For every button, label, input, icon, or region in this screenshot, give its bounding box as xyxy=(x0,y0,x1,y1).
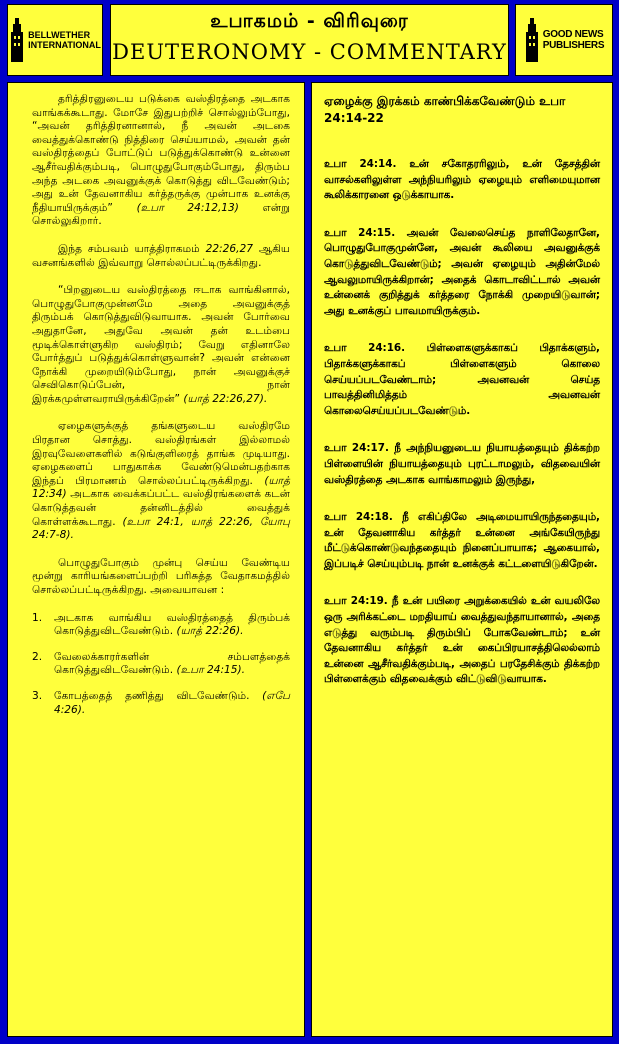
logo-left-line2: INTERNATIONAL xyxy=(28,40,101,50)
paragraph-3-quote xyxy=(32,284,290,406)
list-text: கோபத்தைத் தணித்து விடவேண்டும். xyxy=(54,689,250,702)
building-tower-icon xyxy=(9,18,25,62)
verse: உபா 24:16. பிள்ளைகளுக்காகப் பிதாக்களும், பிதாக்களுக்காகப் பிள்ளைகளும் கொலை செய்யப்படவேண்டாம்; அவனவன் செய்த பாவத்தினிமித்தம் அவனவன் கொலைசெய்யப்படவேண்டும். xyxy=(324,342,600,417)
p1-reference: (உபா 24:12,13) xyxy=(136,201,239,214)
p3-reference: (யாத் 22:26,27). xyxy=(183,392,268,405)
verse: உபா 24:14. உன் சகோதரரிலும், உன் தேசத்தின் வாசல்களிலுள்ள அந்நியரிலும் ஏழையும் எளிமையுமான கூலிக்காரனை ஒடுக்காயாக. xyxy=(324,158,600,202)
building-tower-icon xyxy=(524,18,540,62)
p2-end: ஆகிய வசனங்களில் இவ்வாறு சொல்லப்பட்டிருக்கிறது. xyxy=(32,242,291,269)
title-tamil: உபாகமம் - விரிவுரை xyxy=(210,10,409,32)
list-item xyxy=(32,612,290,639)
logo-right-line2: PUBLISHERS xyxy=(542,40,605,51)
list-item xyxy=(32,651,290,678)
list-reference: (உபா 24:15). xyxy=(176,664,246,677)
p3-text: “பிறனுடைய வஸ்திரத்தை ஈடாக வாங்கினால், பொழுதுபோகுமுன்னமே அதை அவனுக்குத் திரும்பக் கொடுத்துவிடுவாயாக. அவன் போர்வை அதுதானே, அதுவே அவன் தன் உடம்பை மூடிக்கொள்ளுகிற வஸ்திரம்; வேறு எதினாலே போர்த்துப் படுத்துக்கொள்ளுவான்? அவன் என்னை நோக்கி முறையிடும்போது, நான் அவனுக்குச் செவிகொடுப்பேன், நான் இரக்கமுள்ளவராயிருக்கிறேன்” xyxy=(32,284,290,405)
list-number: 2. xyxy=(32,650,43,663)
bellwether-logo xyxy=(7,4,103,76)
list-reference: (எபே 4:26). xyxy=(54,689,290,716)
p4-reference-2: (உபா 24:1, யாத் 22:26, யோபு 24:7-8). xyxy=(32,515,290,542)
p4-mid: அடகாக வைக்கப்பட்ட வஸ்திரங்களைக் கடன் கொடுத்தவன் தன்னிடத்தில் வைத்துக் கொள்ளக்கூடாது. xyxy=(32,488,290,528)
scripture-column xyxy=(311,82,613,1037)
p4-reference-1: (யாத் 12:34) xyxy=(32,474,290,501)
logo-right-line1: GOOD NEWS xyxy=(542,29,604,40)
section-heading: ஏழைக்கு இரக்கம் காண்பிக்கவேண்டும் உபா 24:14-22 xyxy=(324,94,566,125)
verse: உபா 24:15. அவன் வேலைசெய்த நாளிலேதானே, பொழுதுபோகுமுன்னே, அவன் கூலியை அவனுக்குக் கொடுத்துவிடவேண்டும்; அவன் ஏழையும் அதின்மேல் ஆவலுமாயிருக்கிறான்; அதைக் கொடாவிட்டால் அவன் உன்னைக் குறித்துக் கர்த்தரை நோக்கி முறையிடுவான்; அது உனக்குப் பாவமாயிருக்கும். xyxy=(324,226,600,317)
duties-list xyxy=(32,612,290,718)
p4-text: ஏழைகளுக்குத் தங்களுடைய வஸ்திரமே பிரதான சொத்து. வஸ்திரங்கள் இல்லாமல் இரவுவேளைகளில் கடுங்குளிரைத் தாங்க முடியாது. ஏழைகளைப் பாதுகாக்க வேண்டுமென்பதற்காக இந்தப் பிரமாணம் சொல்லப்பட்டிருக்கிறது. xyxy=(32,420,290,487)
p2-reference: 22:26,27 xyxy=(205,242,253,255)
paragraph-4 xyxy=(32,420,290,542)
verse: உபா 24:19. நீ உன் பயிரை அறுக்கையில் உன் வயலிலே ஒரு அரிக்கட்டை மறதியாய் வைத்துவந்தாயானால், அதை எடுத்து வரும்படி திரும்பிப் போகவேண்டாம்; உன் தேவனாகிய கர்த்தர் உன் கைப்பிரயாசத்திலெல்லாம் உன்னை ஆசீர்வதிக்கும்படி, அதைப் பரதேசிக்கும் திக்கற்ற பிள்ளைக்கும் விதவைக்கும் விட்டுவிடுவாயாக. xyxy=(324,595,600,686)
paragraph-1 xyxy=(32,93,290,229)
title-english: DEUTERONOMY - COMMENTARY xyxy=(112,40,507,64)
list-number: 3. xyxy=(32,689,43,702)
p2-start: இந்த சம்பவம் யாத்திராகமம் xyxy=(58,242,200,255)
p1-text: தரித்திரனுடைய படுக்கை வஸ்திரத்தை அடகாக வாங்கக்கூடாது. மோசே இதுபற்றிச் சொல்லும்போது, “அவன் தரித்திரனானால், நீ அவன் அடகை வைத்துக்கொண்டு நித்திரை செய்யாமல், அவன் தன் வஸ்திரத்தைப் போட்டுப் படுத்துக்கொண்டு உன்னை ஆசீர்வதிக்கும்படி, பொழுதுபோகும்போது, திரும்ப அந்த அடகை அவனுக்குக் கொடுத்து விடவேண்டும்; அது உன் தேவனாகிய கர்த்தருக்கு முன்பாக உனக்கு நீதியாயிருக்கும்” xyxy=(32,93,290,214)
list-text: அடகாக வாங்கிய வஸ்திரத்தைத் திரும்பக் கொடுத்துவிடவேண்டும். xyxy=(54,611,290,638)
paragraph-2 xyxy=(32,243,290,270)
verse: உபா 24:17. நீ அந்நியனுடைய நியாயத்தையும் திக்கற்ற பிள்ளையின் நியாயத்தையும் புரட்டாமலும், விதவையின் வஸ்திரத்தை அடகாக வாங்காமலும் இருந்து, xyxy=(324,442,600,486)
list-item xyxy=(32,690,290,717)
list-number: 1. xyxy=(32,611,43,624)
verse: உபா 24:18. நீ எகிப்திலே அடிமையாயிருந்ததையும், உன் தேவனாகிய கர்த்தர் உன்னை அங்கேயிருந்து மீட்டுக்கொண்டுவந்ததையும் நினைப்பாயாக; ஆகையால், இப்படிச் செய்யும்படி நான் உனக்குக் கட்டளையிடுகிறேன். xyxy=(324,511,600,570)
good-news-logo xyxy=(515,4,613,76)
list-text: வேலைக்காரர்களின் சம்பளத்தைக் கொடுத்துவிடவேண்டும். xyxy=(54,650,290,677)
commentary-column xyxy=(7,82,305,1037)
list-reference: (யாத் 22:26). xyxy=(176,625,244,638)
paragraph-5 xyxy=(32,557,290,598)
page-header xyxy=(110,4,509,76)
p5-text: பொழுதுபோகும் முன்பு செய்ய வேண்டிய மூன்று காரியங்களைப்பற்றி பரிசுத்த வேதாகமத்தில் சொல்லப்பட்டிருக்கிறது. அவையாவன : xyxy=(32,556,290,596)
p1-end: என்று சொல்லுகிறார். xyxy=(32,201,291,228)
logo-left-line1: BELLWETHER xyxy=(28,30,91,40)
